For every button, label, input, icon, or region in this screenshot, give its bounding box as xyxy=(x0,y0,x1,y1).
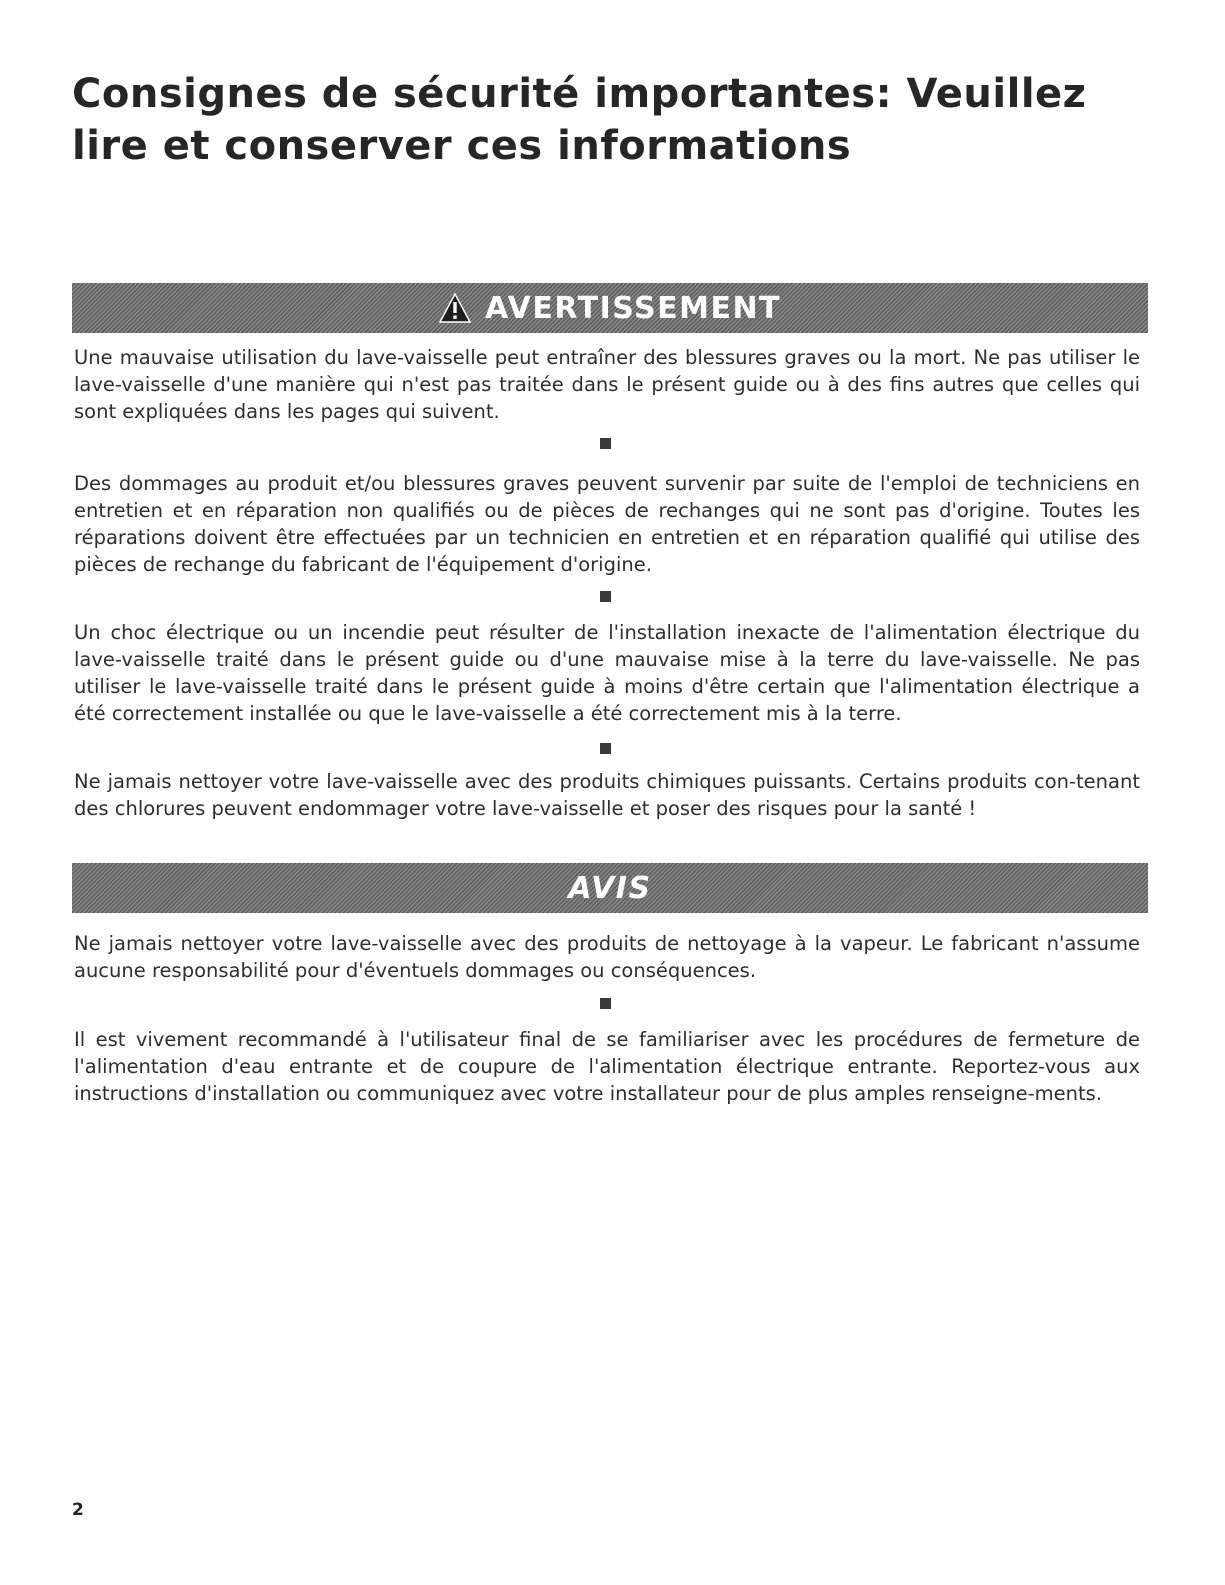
notice-banner xyxy=(72,863,1148,913)
page-number: 2 xyxy=(72,1500,84,1520)
warning-paragraph: Des dommages au produit et/ou blessures graves peuvent survenir par suite de l'emploi de techniciens en entretien et en réparation non qualifiés ou de pièces de rechanges qui ne sont pas d'origine. Toutes les réparations doivent être effectuées par un technicien en entretien et en réparation qualifié qui utilise des pièces de rechange du fabricant de l'équipement d'origine. xyxy=(74,472,1140,576)
warning-triangle-icon xyxy=(439,293,471,323)
separator-bullet xyxy=(600,743,611,754)
separator-bullet xyxy=(600,998,611,1009)
notice-paragraph: Il est vivement recommandé à l'utilisateur final de se familiariser avec les procédures de fermeture de l'alimentation d'eau entrante et de coupure de l'alimentation électrique entrante. Reportez-vous aux instructions d'installation ou communiquez avec votre installateur pour de plus amples renseigne-ments. xyxy=(74,1028,1140,1105)
warning-paragraph: Un choc électrique ou un incendie peut résulter de l'installation inexacte de l'alimentation électrique du lave-vaisselle traité dans le présent guide ou d'une mauvaise mise à la terre du lave-vaisselle. Ne pas utiliser le lave-vaisselle traité dans le présent guide à moins d'être certain que l'alimentation électrique a été correctement installée ou que le lave-vaisselle a été correctement mis à la terre. xyxy=(74,621,1140,725)
warning-paragraph: Une mauvaise utilisation du lave-vaisselle peut entraîner des blessures graves ou la mort. Ne pas utiliser le lave-vaisselle d'une manière qui n'est pas traitée dans le présent guide ou à des fins autres que celles qui sont expliquées dans les pages qui suivent. xyxy=(74,346,1140,423)
separator-bullet xyxy=(600,591,611,602)
page-title: Consignes de sécurité importantes: Veuillez lire et conserver ces informations xyxy=(72,71,1087,169)
warning-banner xyxy=(72,283,1148,333)
warning-paragraph: Ne jamais nettoyer votre lave-vaisselle avec des produits chimiques puissants. Certains produits con-tenant des chlorures peuvent endommager votre lave-vaisselle et poser des risques pour la santé ! xyxy=(74,770,1140,820)
separator-bullet xyxy=(600,438,611,449)
notice-paragraph: Ne jamais nettoyer votre lave-vaisselle avec des produits de nettoyage à la vapeur. Le fabricant n'assume aucune responsabilité pour d'éventuels dommages ou conséquences. xyxy=(74,932,1140,982)
warning-banner-label: AVERTISSEMENT xyxy=(484,290,782,326)
notice-banner-label: AVIS xyxy=(568,870,652,906)
